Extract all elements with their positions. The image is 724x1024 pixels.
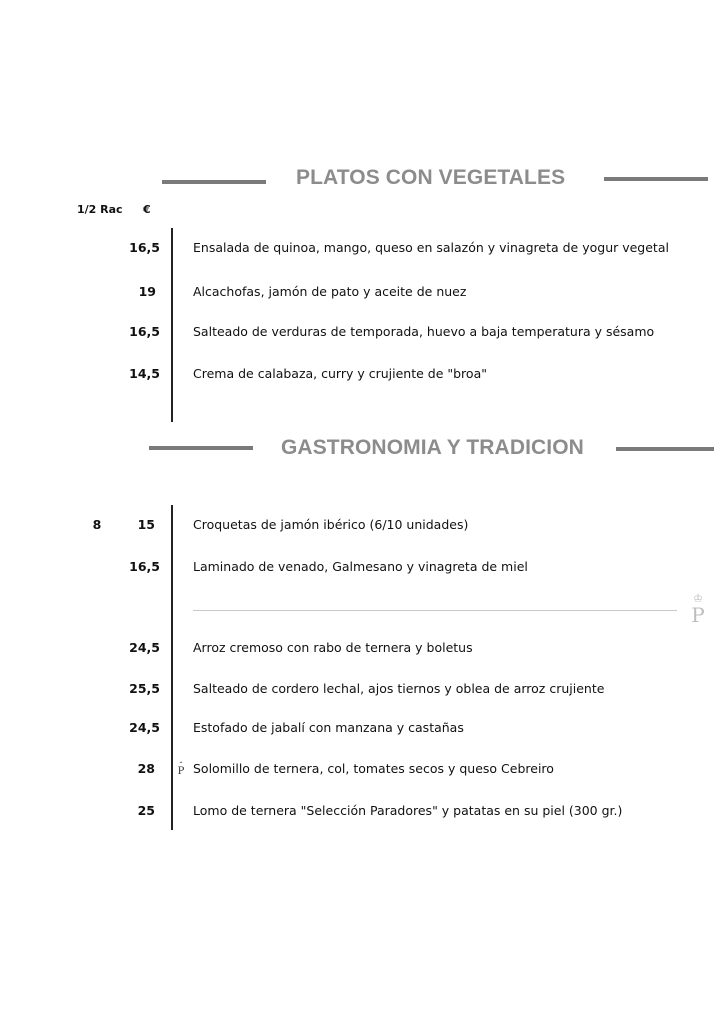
item-name: Estofado de jabalí con manzana y castañas	[193, 720, 464, 735]
column-header-half-ration: 1/2 Rac	[77, 203, 123, 216]
item-price: 28	[137, 761, 155, 776]
item-price: 14,5	[129, 366, 160, 381]
item-price: 19	[138, 284, 156, 299]
item-price: 16,5	[129, 559, 160, 574]
item-name: Laminado de venado, Galmesano y vinagreta de miel	[193, 559, 528, 574]
item-price: 16,5	[129, 324, 160, 339]
item-name: Croquetas de jamón ibérico (6/10 unidades)	[193, 517, 469, 532]
item-price: 15	[137, 517, 155, 532]
parador-recommended-icon: ⌃ P	[177, 761, 185, 777]
item-name: Salteado de cordero lechal, ajos tiernos y oblea de arroz crujiente	[193, 681, 605, 696]
heading-rule-right	[604, 177, 708, 181]
column-header-currency: €	[143, 203, 151, 216]
section-title-gastronomia: GASTRONOMIA Y TRADICION	[281, 436, 584, 459]
item-price: 16,5	[129, 240, 160, 255]
item-price: 25,5	[129, 681, 160, 696]
item-name: Salteado de verduras de temporada, huevo a baja temperatura y sésamo	[193, 324, 655, 339]
item-name: Arroz cremoso con rabo de ternera y boletus	[193, 640, 473, 655]
parador-crown-icon: ♔	[693, 592, 703, 605]
heading-rule-left	[162, 180, 266, 184]
item-price: 24,5	[129, 720, 160, 735]
section-1-divider-line	[171, 228, 173, 422]
item-price: 24,5	[129, 640, 160, 655]
section-title-vegetales: PLATOS CON VEGETALES	[296, 166, 566, 189]
item-name: Crema de calabaza, curry y crujiente de "broa"	[193, 366, 487, 381]
item-name: Alcachofas, jamón de pato y aceite de nuez	[193, 284, 467, 299]
parador-logo-icon: P	[691, 603, 705, 627]
menu-separator	[193, 610, 677, 611]
item-name: Ensalada de quinoa, mango, queso en salazón y vinagreta de yogur vegetal	[193, 240, 669, 255]
item-name: Lomo de ternera "Selección Paradores" y patatas en su piel (300 gr.)	[193, 803, 623, 818]
item-price: 25	[137, 803, 155, 818]
item-half-price: 8	[92, 517, 102, 532]
item-name: Solomillo de ternera, col, tomates secos y queso Cebreiro	[193, 761, 554, 776]
heading-rule-right	[616, 447, 714, 451]
section-2-divider-line	[171, 505, 173, 830]
heading-rule-left	[149, 446, 253, 450]
